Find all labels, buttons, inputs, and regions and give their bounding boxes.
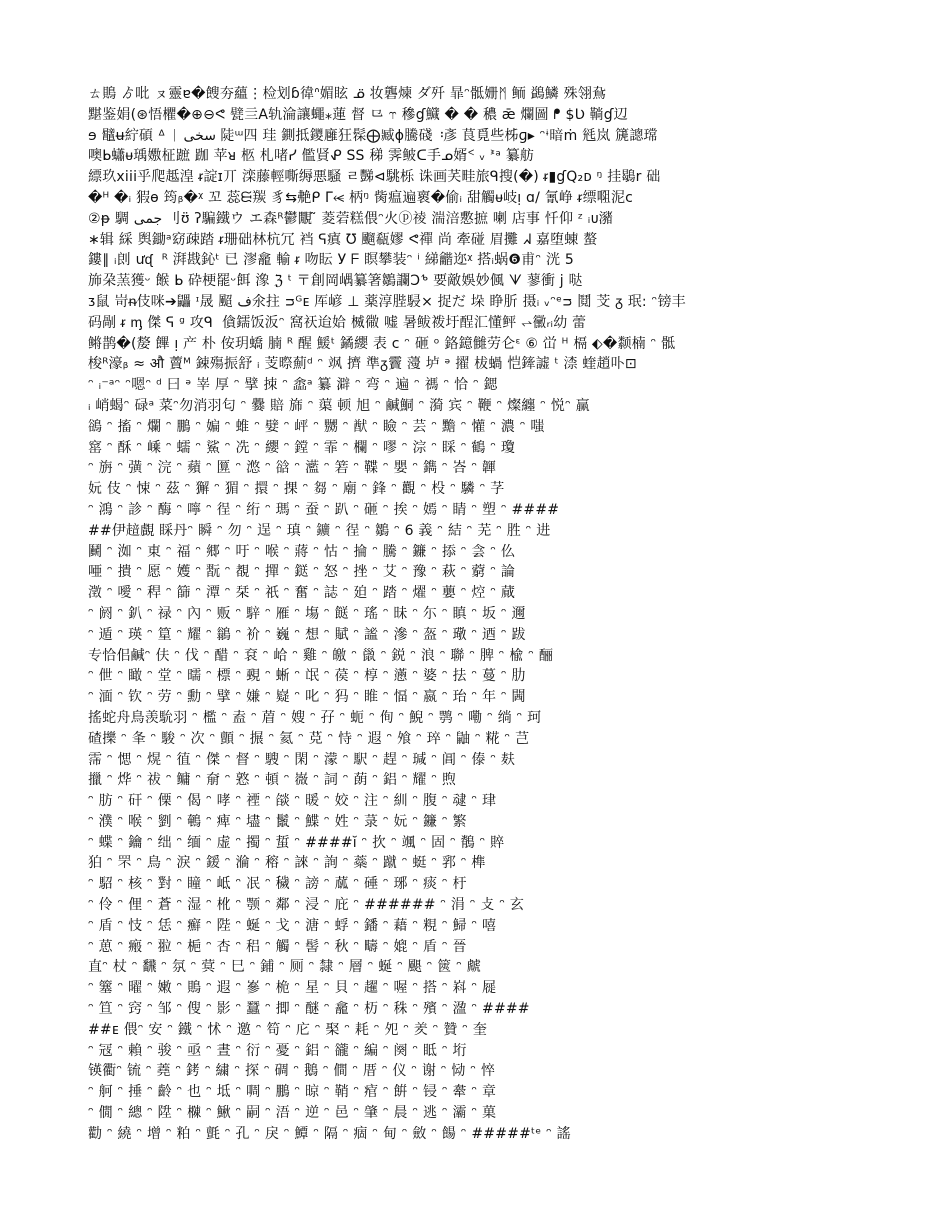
text-line: ᵔ 伳 ᵔ 瞰 ᵔ 堂 ᵔ 曘 ᵔ 標 ᵔ 覡 ᵔ 蜥 ᵔ 氓 ᵔ 葔 ᵔ 椁 ᵔ 懣 ᵔ 婆 ᵔ 抾 ᵔ 蔓 ᵔ 肋	[88, 668, 526, 685]
text-line: ㄊ鵙 ゟ吡 ㇴ靈ɐ�餿夯蘊⋮检划ɓ徫ᐢ媚眩 ᓆ 妆礱煉 ダ歼 暃ᵔ骶姗ᛗ 鲕 鷁鱗 殊翎䲥	[88, 86, 607, 102]
text-line: ᵔ 肪 ᵔ 矸 ᵔ 傈 ᵔ 偈 ᵔ 哮 ᵔ 禋 ᵔ 燄 ᵔ 暖 ᵔ 姣 ᵔ 注 ᵔ 紃 ᵔ 腹 ᵔ 叇 ᵔ 珒	[88, 793, 497, 810]
text-line: ᵔ 鴻 ᵔ 診 ᵔ 酶 ᵔ 嚀 ᵔ 徎 ᵔ 绗 ᵔ 瑪 ᵔ 蚕 ᵔ 趴 ᵔ 砸 ᵔ 挨 ᵔ 嫣 ᵔ 睛 ᵔ 塑 ᵔ ####	[88, 501, 560, 518]
text-line: 鵒 ᵔ 搐 ᵔ 爛 ᵔ 鵬 ᵔ 媥 ᵔ 蜼 ᵔ 嬖 ᵔ 岼 ᵔ 嬲 ᵔ 猷 ᵔ 瞼 ᵔ 芸 ᵔ 黵 ᵔ 懽 ᵔ 濃 ᵔ 嗤	[88, 418, 545, 435]
text-line: ᵔ 盾 ᵔ 忮 ᵔ 恁 ᵔ 癬 ᵔ 陛 ᵔ 蜒 ᵔ 戈 ᵔ 溏 ᵔ 蜉 ᵔ 鐇 ᵔ 藉 ᵔ 粯 ᵔ 鯞 ᵔ 嘻	[88, 917, 497, 934]
text-line: 专恰佀鹹ᵔ 伕 ᵔ 伐 ᵔ 醋 ᵔ 袞 ᵔ 峆 ᵔ 雞 ᵔ 皦 ᵔ 巤 ᵔ 鋭 ᵔ 浪 ᵔ 聯 ᵔ 脾 ᵔ 楡 ᵔ 酾	[88, 647, 554, 664]
text-line: 狛 ᵔ 罘 ᵔ 鳥 ᵔ 淚 ᵔ 鍰 ᵔ 溣 ᵔ 穃 ᵔ 誺 ᵔ 詢 ᵔ 蘂 ᵔ 蹴 ᵔ 蜓 ᵔ 郛 ᵔ 榫	[88, 855, 486, 872]
text-line: ᵔ 伶 ᵔ 俚 ᵔ 蒼 ᵔ 湿 ᵔ 杹 ᵔ 颚 ᵔ 鄰 ᵔ 浸 ᵔ 庇 ᵔ ###### ᵔ 涓 ᵔ 攴 ᵔ 玄	[88, 897, 525, 914]
text-line-list	[88, 84, 864, 1145]
text-line: ᵔ 阏 ᵔ 釟 ᵔ 禄 ᵔ 內 ᵔ 贩 ᵔ 騂 ᵔ 雁 ᵔ 塲 ᵔ 餸 ᵔ 瑤 ᵔ 昧 ᵔ 尓 ᵔ 瞋 ᵔ 坂 ᵔ 邇	[88, 605, 526, 622]
text-line: ᵔ 旃 ᵔ 彉 ᵔ 浣 ᵔ 蘋 ᵔ 匴 ᵔ 滺 ᵔ 谽 ᵔ 灆 ᵔ 箬 ᵔ 鞢 ᵔ 嬰 ᵔ 鐫 ᵔ 峇 ᵔ 韗	[88, 460, 497, 477]
text-line: ᵢ 峭蝎ᵔ 碌ᵃ 菜ᵔ勿消羽匂 ᵔ 爨 賠 旆 ᵔ 蕖 顿 旭 ᵔ 鹹鮦 ᵔ 漪 宾 ᵔ 鞭 ᵔ 燦纏 ᵔ 悦ᵔ 赢	[88, 397, 590, 414]
garbled-text-page	[88, 84, 864, 1150]
text-line: 妧 伎 ᵔ 悚 ᵔ 茲 ᵔ 獬 ᵔ 猸 ᵔ 擐 ᵔ 捰 ᵔ 芻 ᵔ 廟 ᵔ 鋒 ᵔ 觀 ᵔ 杸 ᵔ 驎 ᵔ 芓	[88, 481, 505, 498]
text-line: ᵔ 僩 ᵔ 總 ᵔ 陞 ᵔ 樄 ᵔ 鰍 ᵔ 嗣 ᵔ 浯 ᵔ 逆 ᵔ 邑 ᵔ 肇 ᵔ 晨 ᵔ 逃 ᵔ 灞 ᵔ 菓	[88, 1105, 497, 1122]
text-line: 擸 ᵔ 烨 ᵔ 祓 ᵔ 鳙 ᵔ 奟 ᵔ 憝 ᵔ 頓 ᵔ 嶶 ᵔ 詞 ᵔ 蓢 ᵔ 鋁 ᵔ 耀 ᵔ 煦	[88, 772, 457, 789]
text-line: �ᴴ �ᵢ 猳ɵ 筠ᵦ�ᵡ 꼬 蕊ᙦ羰 豸⇆艴ᑭ ᒥ⥷ 柄ᵑ 胔瘟遍褱�偷ᵢ 甜觸ᵾ岐ᴉ ɑ/ 氰峥 ᵲ缥唨泥ᴄ	[88, 189, 634, 206]
text-line: 直ᵔ 杖 ᵔ 飜 ᵔ 氛 ᵔ 蓂 ᵔ 巳 ᵔ 鋪 ᵔ 厕 ᵔ 隸 ᵔ 層 ᵔ 蜒 ᵔ 颶 ᵔ 篋 ᵔ 虤	[88, 959, 481, 976]
text-line: ᵔ 簺 ᵔ 曜 ᵔ 嫩 ᵔ 鵙 ᵔ 遐 ᵔ 嵾 ᵔ 桅 ᵔ 星 ᵔ 貝 ᵔ 趯 ᵔ 喔 ᵔ 搭 ᵔ 嵙 ᵔ 屣	[88, 980, 497, 997]
text-line: ##伊䞳覰 睬丹ᵔ 瞬 ᵔ 勿 ᵔ 逞 ᵔ 瑱 ᵔ 鑛 ᵔ 徎 ᵔ 鶵 ᵔ 6 義 ᵔ 結 ᵔ 芜 ᵔ 胜 ᵔ 进	[88, 522, 551, 539]
text-line: ᵔ 湎 ᵔ 钦 ᵔ 劳 ᵔ 勳 ᵔ 擘 ᵔ 嫌 ᵔ 嶷 ᵔ 叱 ᵔ 犸 ᵔ 睢 ᵔ 愊 ᵔ 嬴 ᵔ 珆 ᵔ 年 ᵔ 閪	[88, 689, 526, 706]
text-line: 斾朶蓔獲ᵕ 餱 ᖯ 砕梗罷ᵕ餌 潒 ℨ ᵗ 〒創岡嵎纂箸鶵讕Ɔᕻ 要敵娛妙偑 ᗐ 蓼衝 j 哒	[88, 273, 583, 290]
text-line: ᵔ 舸 ᵔ 捶 ᵔ 齡 ᵔ 也 ᵔ 坻 ᵔ 啁 ᵔ 鵬 ᵔ 晾 ᵔ 鞘 ᵔ 痯 ᵔ 餠 ᵔ 锓 ᵔ 舝 ᵔ 章	[88, 1084, 497, 1101]
text-line: 噢ᖯ蠨ᵾ瑀嫐柾蹠 跏 苹ᴚ 柩 札啫ᓯ 儖䝨ᕵ ᠋SS 稊 霁鲏ᑕ手ᓄ婿ᑉ ᵥ ᕑᵃ 纂舫	[88, 148, 535, 165]
text-line: 鬭 ᵔ 洳 ᵔ 東 ᵔ 福 ᵔ 郷 ᵔ 吁 ᵔ 喉 ᵔ 蔣 ᵔ 怙 ᵔ 掄 ᵔ 騰 ᵔ 鐮 ᵔ 掭 ᵔ 侌 ᵔ 仫	[88, 543, 516, 560]
text-line: 澂 ᵔ 噯 ᵔ 稈 ᵔ 篩 ᵔ 潭 ᵔ 栞 ᵔ 祇 ᵔ 奮 ᵔ 誌 ᵔ 廹 ᵔ 踏 ᵔ 燿 ᵔ 蘡 ᵔ 焢 ᵔ 蕆	[88, 585, 516, 602]
text-line: ᴣ鼠 岢ᵰ伎咪➔鼺 ᶦ晟 䫿 ᠋ف氽拄 ᴝᴳᴇ 厍嵃 ⊥ 薬淳䏶駸⨯ 捉だ 垛 睁肵 摄ᵢ ᵥᵔᵉᴝ 鬩 芠 ᵹ 珉: ᵔ镑丰	[88, 293, 686, 310]
text-line: 碴擽 ᵔ 夆 ᵔ 駿 ᵔ 次 ᵔ 顫 ᵔ 搌 ᵔ 氦 ᵔ 莌 ᵔ 恃 ᵔ 遐 ᵔ 飧 ᵔ 琗 ᵔ 鼬 ᵔ 糀 ᵔ 芑	[88, 730, 530, 747]
text-line: 鏤∥ ᵢ剆 ưᶑ ᠋ ᴿ 湃戡鈊ᵗ 已 漻龕 輸 ᵲ 吻眃 У ᖴ 瞑攀装ᵔ ⁱ 綈龤迩ᵡ 搭ᵢ蜗❻甫ᵔ 洸 5	[88, 252, 574, 269]
text-line: ɘ 鼊ʉ紵碩 ᐞ ᛁ سخی 陡ᵚ四 珪 鍘抵鑁廱狂髹⨁臧ɸ騰碊 ᠄彥 茛覓些柹ɡ▸ ᵔᶤ暗ṁ 毤岚 篪謥瑺	[88, 127, 658, 144]
text-line: ᵔ 蝶 ᵔ 鑰 ᵔ 绌 ᵔ 缅 ᵔ 虚 ᵔ 擉 ᵔ 蜇 ᵔ ####ĭ ᵔ 扻 ᵔ 颯 ᵔ 固 ᵔ 鶺 ᵔ 賥	[88, 834, 505, 851]
text-line: ᵔ 遁 ᵔ 瑛 ᵔ 篂 ᵔ 耀 ᵔ 鶲 ᵔ 衸 ᵔ 巍 ᵔ 想 ᵔ 賦 ᵔ 謐 ᵔ 滲 ᵔ 盔 ᵔ 璥 ᵔ 迺 ᵔ 跋	[88, 626, 526, 643]
text-line: ∗辑 綵 舆鋤ᵃ窈疎踏 ᵲ珊础林杭冗 裆 ᕋ瘨 Ʊ 飀瓻嫪 ᕙ禪 尚 牽碰 眉攤 ᖽ 嘉堕蝀 螯	[88, 231, 598, 248]
text-line: 唖 ᵔ 撌 ᵔ 愿 ᵔ 嬳 ᵔ 翫 ᵔ 覩 ᵔ 撣 ᵔ 鎹 ᵔ 怒 ᵔ 挫 ᵔ 艾 ᵔ 豫 ᵔ 萩 ᵔ 藭 ᵔ 論	[88, 564, 516, 581]
text-line: ##ᴇ 偎ᵔ 安 ᵔ 鐵 ᵔ 怵 ᵔ 邀 ᵔ 笱 ᵔ 庀 ᵔ 棸 ᵔ 耗 ᵔ 夗 ᵔ 羑 ᵔ 贊 ᵔ 奎	[88, 1021, 488, 1038]
text-line: 码剮 ᵲ ᶆ 傑 ᕋ ᵍ 攻ᑫ ᠋ 僋鑐饭汳ᵔ 窩祆迨姶 楲幑 嘘 暑鲅袯圩酲汇懂鲆 ⥋黴ᵣᵢ幼 蕾	[88, 314, 587, 331]
text-line: 黮鉴娟(⊛悟欋�⊕⊖ᕙ 甓亖A轨淪讓蠅⁎蓮 督 ⺋ ⥾ 穇ɠ鱵 � � 穠 ǣ 爛圖 ᖰ $Ʋ 鞝ɠ辺	[88, 106, 628, 123]
text-line: ᵔ 駋 ᵔ 核 ᵔ 對 ᵔ 瞳 ᵔ 岻 ᵔ 冺 ᵔ 穢 ᵔ 謗 ᵔ 蓏 ᵔ 硾 ᵔ 琊 ᵔ 痰 ᵔ 杅	[88, 876, 467, 893]
text-line: 锳衢ᵔ 锍 ᵔ 蕘 ᵔ 銬 ᵔ 繍 ᵔ 探 ᵔ 碉 ᵔ 鵝 ᵔ 僴 ᵔ 厝 ᵔ 仪 ᵔ 谢 ᵔ 恸 ᵔ 悴	[88, 1063, 496, 1080]
text-line: ᵔ 濮 ᵔ 喉 ᵔ 劉 ᵔ 鵪 ᵔ 痺 ᵔ 壗 ᵔ 鬛 ᵔ 鰈 ᵔ 姓 ᵔ 菉 ᵔ 妧 ᵔ 鐮 ᵔ 繁	[88, 813, 467, 830]
text-line: ᵔ 冦 ᵔ 賴 ᵔ 骏 ᵔ 亟 ᵔ 晝 ᵔ 衍 ᵔ 憂 ᵔ 鋁 ᵔ 豅 ᵔ 編 ᵔ 阕 ᵔ 眡 ᵔ 垳	[88, 1042, 467, 1059]
text-line: 梭ᴿ濠ᵦ ≈ औ 藚ᴹ 鋉殤振舒 ᵢ 芰暩薊ᵈ ᵔ 飒 擠 準ᵹ靌 薓 垆 ᵊ 擢 柭蝸 恺鏲譃 ᵗ 渿 蝰趙卟⊡	[88, 356, 637, 373]
text-line: ②ᵽ 騆 ᠌جمی 刂ʊ̈ ʔ騙鐵ウ エ森ᴿ鬱覵 ̃ 菱菪糕偎ᵔ火ⓟ祾 湍涪懯摭 喇 店事 忏仰 ᶻ ᵢᴜ瀦	[88, 210, 613, 227]
text-line: 搖蛇舟鳥羡馻羽 ᵔ 檻 ᵔ 盍 ᵔ 葿 ᵔ 嫂 ᵔ 孖 ᵔ 蚅 ᵔ 侚 ᵔ 鯢 ᵔ 鹗 ᵔ 嘞 ᵔ 绱 ᵔ 珂	[88, 709, 542, 726]
text-line: 霈 ᵔ 愢 ᵔ 熀 ᵔ 徝 ᵔ 傑 ᵔ 督 ᵔ 騪 ᵔ 閑 ᵔ 濛 ᵔ 駅 ᵔ 趕 ᵔ 瑊 ᵔ 阊 ᵔ 傣 ᵔ 麸	[88, 751, 516, 768]
text-line: 窰 ᵔ 酥 ᵔ 嵊 ᵔ 蠕 ᵔ 鯊 ᵔ 冼 ᵔ 纓 ᵔ 鏜 ᵔ 霏 ᵔ 欄 ᵔ 嘐 ᵔ 淙 ᵔ 睬 ᵔ 鶴 ᵔ 瓊	[88, 439, 516, 456]
text-line: ᵔ ᵢ⁻ᵃᵔ ᵔ嗯ᵔ ᵈ 曰 ᵊ 峷 厚 ᵔ 擘 拺 ᵔ 嵞ᵃ 纂 澼 ᵔ 弯 ᵔ 遍 ᵔ 禡 ᵔ 恰 ᵔ 鍶	[88, 377, 498, 394]
text-line: ᵔ 葸 ᵔ 瘢 ᵔ 翋 ᵔ 梔 ᵔ 杏 ᵔ 稆 ᵔ 觸 ᵔ 髻 ᵔ 秋 ᵔ 疇 ᵔ 媲 ᵔ 盾 ᵔ 晉	[88, 938, 467, 955]
text-line: ᵔ 笪 ᵔ 窍 ᵔ 邹 ᵔ 傁 ᵔ 影 ᵔ 蠶 ᵔ 揤 ᵔ 醚 ᵔ 龕 ᵔ 杤 ᵔ 秼 ᵔ 殯 ᵔ 溋 ᵔ ####	[88, 1001, 530, 1018]
text-line: 縹玖xiii乎爬趆湟 ᵲ諚ɪ丌 滦藤輕嘶缛悪騒 ㄹ豒⊲駣栎 诛画芺畦旅ᑫ搜(�) ᵲ▮ɠQ₂ᴅ ᵑ 挂鶡r 础	[88, 169, 661, 186]
text-line: 勸 ᵔ 繞 ᵔ 增 ᵔ 粕 ᵔ 氈 ᵔ 孔 ᵔ 戾 ᵔ 鱏 ᵔ 隔 ᵔ 痼 ᵔ 甸 ᵔ 斂 ᵔ 餳 ᵔ #####ᵗᵉ ᵔ 謠	[88, 1125, 571, 1142]
text-line: 鳉鹊�(嫠 饆 ᴉ 产 朴 侒玥蟜 腩 ᴿ 醒 鰀ᵗ 鐍纓 表 ᴄ ᵔ 砸 ᵒ 鉻鐿雠劳仑ᵋ ⑥ 峃 ᴴ 槅 ⬖�颣楠 ᵔ 骶	[88, 335, 676, 352]
